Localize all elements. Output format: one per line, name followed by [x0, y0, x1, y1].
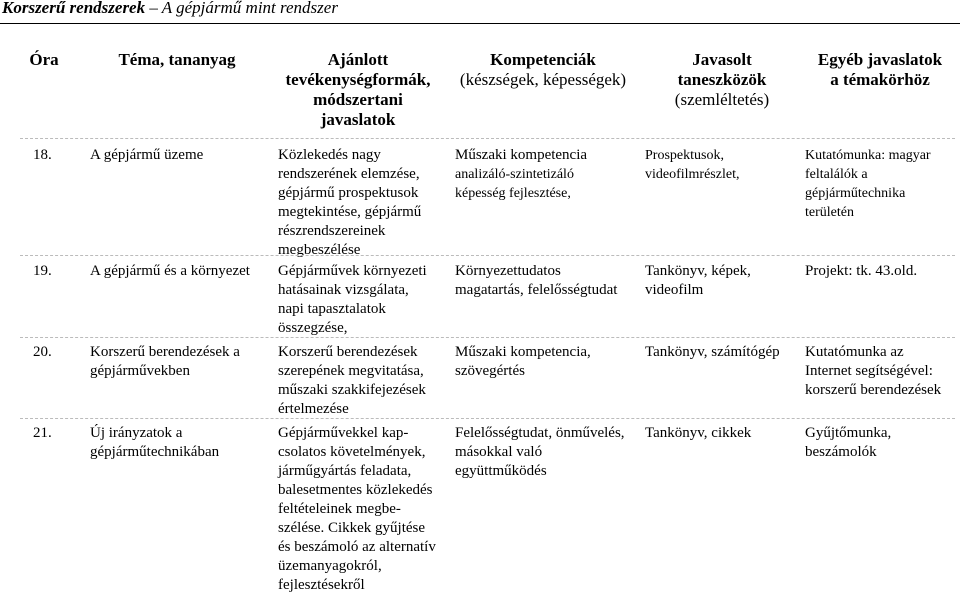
- page-title-subtitle: – A gépjármű mint rendszer: [145, 0, 338, 17]
- header-egyeb: Egyéb javaslatok a témakörhöz: [817, 50, 943, 89]
- row-activity: Gépjárművek környezeti hatásainak vizsgálata, napi tapasztalatok összegzése,: [278, 263, 427, 336]
- row-tools: Tankönyv, számítógép: [645, 344, 780, 360]
- row-number: 19.: [33, 263, 52, 279]
- row-other: Kutatómunka: magyar feltalálók a gépjárműtechnika területén: [805, 148, 931, 220]
- row-activity: Közlekedés nagy rendszerének elemzése, gépjármű prospektusok megtekintése, gépjármű részrendszereinek megbeszélése: [278, 147, 422, 258]
- header-kompetenciak: Kompetenciák (készségek, képességek): [459, 50, 627, 89]
- header-eszkozok: Javasolt taneszközök (szemléltetés): [674, 50, 770, 109]
- row-number: 18.: [33, 147, 52, 163]
- row-tools: Tankönyv, képek, videofilm: [645, 263, 751, 298]
- row-topic: Új irányzatok a gépjárműtechnikában: [90, 425, 220, 460]
- row-activity: Korszerű berendezések szerepének megvitatása, műszaki szakkifejezések értelmezése: [278, 344, 426, 417]
- header-ora: Óra: [29, 50, 59, 69]
- row-other: Kutatómunka az Internet segítségével: korszerű berendezések: [805, 344, 942, 398]
- row-separator: [20, 418, 955, 419]
- row-tools: Prospektusok, videofilmrészlet,: [645, 148, 740, 182]
- row-topic: Korszerű berendezések a gépjárművekben: [90, 344, 240, 379]
- row-topic: A gépjármű és a környezet: [90, 263, 250, 279]
- row-other: Projekt: tk. 43.old.: [805, 263, 918, 279]
- header-ajanlott: Ajánlott tevékenységformák, módszertani javaslatok: [285, 50, 431, 129]
- page-title: [2, 0, 338, 18]
- row-tools: Tankönyv, cikkek: [645, 425, 752, 441]
- row-competence: Felelősségtudat, önművelés, másokkal való együttműködés: [455, 425, 625, 479]
- row-competence: Környezettudatos magatartás, felelősségtudat: [455, 263, 618, 298]
- row-number: 21.: [33, 425, 52, 441]
- row-separator: [20, 255, 955, 256]
- header-tema: Téma, tananyag: [118, 50, 236, 69]
- row-competence: Műszaki kompetencia analizáló-szintetizáló képesség fejlesztése,: [455, 147, 588, 201]
- row-number: 20.: [33, 344, 52, 360]
- header-separator: [20, 138, 955, 139]
- row-topic: A gépjármű üzeme: [90, 147, 204, 163]
- title-rule: [0, 23, 960, 24]
- row-competence: Műszaki kompetencia, szövegértés: [455, 344, 591, 379]
- row-activity: Gépjárművekkel kap- csolatos követelmények, járműgyártás feladata, balesetmentes közlekedés feltételeinek megbe- szélése. Cikkek gyűjtése és beszámoló az alternatív üzemanyagokról, fejlesztésekről: [278, 425, 436, 593]
- row-separator: [20, 337, 955, 338]
- row-other: Gyűjtőmunka, beszámolók: [805, 425, 892, 460]
- page-title-bold: Korszerű rendszerek: [2, 0, 146, 17]
